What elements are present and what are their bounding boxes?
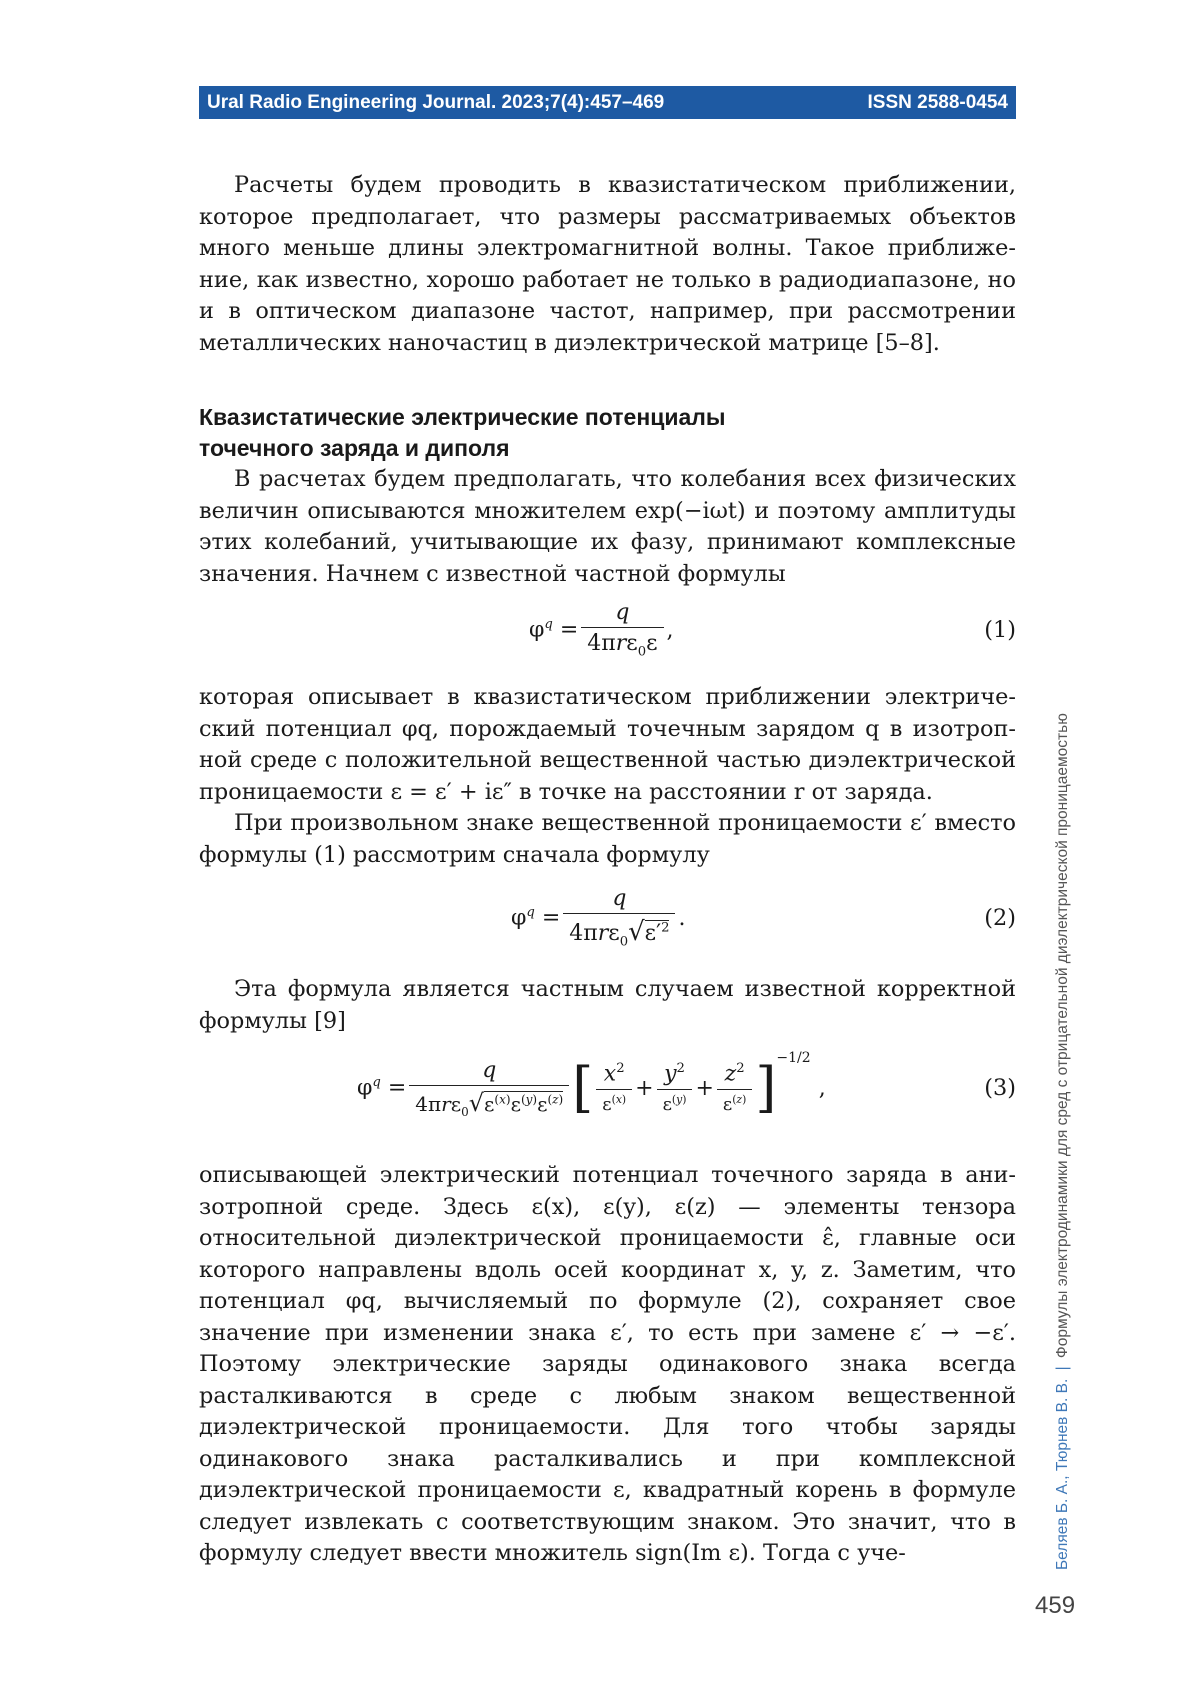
equation-number: (3) [984,1075,1016,1101]
page-number: 459 [1035,1592,1076,1619]
paragraph-text: В расчетах будем предполагать, что колебания всех физических величин описываются множителем exp(−iωt) и поэтому амплитуды этих колебаний, учитывающие их фазу, принимают комплексные значения. Начнем с известной частной формулы [199,466,1016,587]
paragraph-5 [199,974,1016,1037]
right-bracket: ] [755,1056,777,1119]
section-title: Квазистатические электрические потенциалы точечного заряда и диполя [199,404,726,461]
equation-3: $\varphi^q$ = $\frac{q}{4\pi r\varepsilon_0√\varepsilon^{(x)}\varepsilon^{(y)}\varepsilon^{(z)}}$ [ $\frac{x^2}{\varepsilon^{(x)}}$ + $\frac{y^2}{\varepsilon^{(y)}}$ + $\frac{z^2}{\varepsilon^{(z)}}$ ] −1/2 , (3) [357,1050,1016,1119]
left-bracket: [ [572,1056,594,1119]
eq-numerator: q [482,1057,497,1083]
issn: ISSN 2588-0454 [867,91,1008,113]
paragraph-3 [199,682,1016,808]
eq-tail: , [818,1075,826,1101]
equation-number: (2) [984,905,1016,931]
eq-denominator: 4πrε$_0$ε [581,627,663,659]
term-z: $\frac{z^2}{\varepsilon^{(z)}}$ [717,1061,752,1114]
paragraph-text: которая описывает в квазистатическом приближении электрический потенциал φq, порождаемый точечным зарядом q в изотропной среде с положительной вещественной частью диэлектрической проницаемости ε = ε′ + iε″ в точке на расстоянии r от заряда. [199,684,1016,805]
eq-fraction [409,1058,569,1119]
sidebar-authors: Беляев Б. А., Тюрнев В. В. [1054,1378,1071,1570]
paragraph-text: Расчеты будем проводить в квазистатическом приближении, которое предполагает, что размеры рассматриваемых объектов много меньше длины электромагнитной волны. Такое приближение, как известно, хорошо работает не только в радиодиапазоне, но и в оптическом диапазоне частот, например, при рассмотрении металлических наночастиц в диэлектрической матрице [5–8]. [199,172,1016,356]
paragraph-4 [199,808,1016,871]
equation-1 [199,598,1016,662]
journal-citation: Ural Radio Engineering Journal. 2023;7(4):457–469 [207,91,665,113]
paragraph-text: При произвольном знаке вещественной проницаемости ε′ вместо формулы (1) рассмотрим сначала формулу [199,810,1016,868]
sidebar-running-title [1054,620,1072,1570]
eq-lhs: $\varphi^q$ = [529,617,579,643]
term-x: $\frac{x^2}{\varepsilon^{(x)}}$ [596,1061,632,1114]
eq-fraction [563,886,675,949]
paragraph-1 [199,170,1016,359]
eq-power: −1/2 [776,1050,811,1066]
equation-2 [199,882,1016,954]
eq-numerator: q [612,886,627,912]
paragraph-2 [199,464,1016,590]
eq-fraction [581,600,663,659]
paragraph-text: Эта формула является частным случаем известной корректной формулы [9] [199,976,1016,1034]
eq-tail: , [666,617,674,643]
eq-lhs: $\varphi^q$ = [511,905,561,931]
paragraph-6 [199,1160,1016,1570]
journal-header [199,86,1016,119]
sidebar-title: Формулы электродинамики для сред с отрицательной диэлектрической проницаемостью [1054,713,1071,1359]
equation-number: (1) [984,617,1016,643]
sidebar-separator: | [1054,1366,1071,1371]
term-y: $\frac{y^2}{\varepsilon^{(y)}}$ [657,1061,693,1114]
eq-denominator: $4\pi r\varepsilon_0√\varepsilon^{(x)}\varepsilon^{(y)}\varepsilon^{(z)}$ [409,1085,569,1119]
eq-lhs: $\varphi^q$ = [357,1075,407,1101]
eq-denominator: $4\pi r\varepsilon_0√\varepsilon'^2$ [563,913,675,949]
eq-tail: . [678,905,686,931]
paragraph-text: описывающей электрический потенциал точечного заряда в анизотропной среде. Здесь ε(x), ε(y), ε(z) — элементы тензора относительной диэлектрической проницаемости ε̂, главные оси которого направлены вдоль осей координат x, y, z. Заметим, что потенциал φq, вычисляемый по формуле (2), сохраняет свое значение при изменении знака ε′, то есть при замене ε′ → −ε′. Поэтому электрические заряды одинакового знака всегда расталкиваются в среде с любым знаком вещественной диэлектрической проницаемости. Для того чтобы заряды одинакового знака расталкивались и при комплексной диэлектрической проницаемости ε, квадратный корень в формуле следует извлекать с соответствующим знаком. Это значит, что в формулу следует ввести множитель sign(Im ε). Тогда с уче- [199,1162,1016,1566]
section-heading [199,402,1016,464]
eq-numerator: q [615,600,630,626]
